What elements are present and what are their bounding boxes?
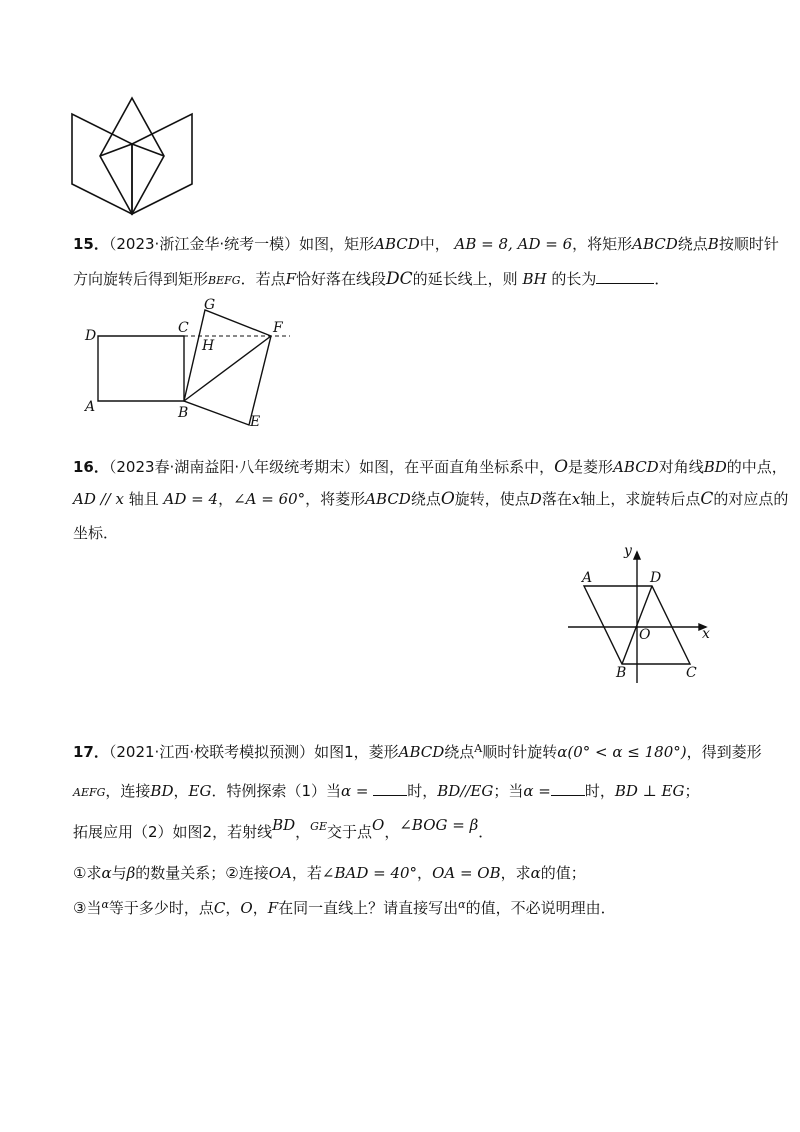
q16-point-c: C [700,489,714,509]
q15-point-b: B [707,235,719,253]
q17-text: ；当 [493,782,524,800]
q15-text: 方向旋转后得到矩形 [73,270,209,288]
q17-bd-2: BD [272,816,296,834]
q17-bd: BD [150,782,174,800]
q17-text: ， [417,864,433,882]
q15-text: 的长为 [551,270,597,288]
q15-text: 如图，矩形 [299,235,375,253]
q17-text: 时， [407,782,438,800]
q17-alpha: α [101,864,112,882]
q15-rotation-figure [80,296,300,430]
q17-number: 17． [73,743,109,761]
q16-text: 的对应点的 [713,490,789,508]
q15-answer-blank[interactable] [596,269,654,284]
q15-label-g: G [204,297,216,313]
q17-rhombus-abcd: ABCD [398,743,445,761]
q15-ad: AD = 6 [517,235,573,253]
q16-ad-eq: AD = 4 [163,490,219,508]
q15-line-2 [73,268,669,292]
rectangle-abcd [98,336,184,401]
q16-point-d: D [529,490,542,508]
q16-text: 旋转，使点 [454,490,530,508]
q16-label-d: D [650,570,662,586]
q17-eg: EG [188,782,212,800]
q17-ge: GE [310,820,327,833]
q15-ab: AB = 8, [454,235,513,253]
q15-point-f: F [285,270,296,288]
q16-rhombus-abcd-2: ABCD [365,490,411,508]
q17-rhombus-aefg: AEFG [73,786,106,799]
q16-label-b: B [616,665,627,681]
q17-angle-bog: ∠BOG = β [399,816,479,834]
q15-text: ． [654,270,670,288]
q17-text: 绕点 [444,743,475,761]
q17-text: ， [384,823,400,841]
q17-alpha-4: α [458,898,466,911]
q15-text: ，将矩形 [572,235,633,253]
q16-label-y: y [624,543,632,559]
q17-text: ． [478,823,494,841]
q16-number: 16． [73,458,109,476]
q17-text: ①求 [73,864,102,882]
q17-text: ， [173,782,189,800]
q17-text: 顺时针旋转 [482,743,558,761]
q16-text: 轴上，求旋转后点 [580,490,701,508]
q16-x-axis-word: x [571,490,581,508]
q17-point-o: O [372,816,385,834]
q17-point-a: A [474,742,483,755]
q16-text: ，将菱形 [305,490,366,508]
q17-oa: OA [268,864,292,882]
q17-text: 的数量关系；②连接 [135,864,269,882]
q17-text: ③当 [73,899,102,917]
q17-alpha-2: α [530,864,541,882]
q17-text: ，求 [500,864,531,882]
q17-bd-perp-eg: BD ⊥ EG [614,782,685,800]
q17-text: 交于点 [327,823,373,841]
q17-text: 在同一直线上？请直接写出 [278,899,459,917]
q15-bh: BH [522,270,547,288]
q17-oa-eq-ob: OA = OB [432,864,501,882]
q16-label-c: C [686,665,697,681]
q16-label-x: x [702,626,710,642]
q17-text: 时， [584,782,615,800]
q17-text: ， [295,823,311,841]
q15-text: 绕点 [677,235,708,253]
q16-text: ， [218,490,234,508]
q17-line-5 [73,894,616,919]
q16-line-2 [73,488,788,510]
q15-label-b: B [178,405,189,421]
q15-text: 中， [419,235,450,253]
q16-text: 轴且 [128,490,159,508]
q17-point-c: C [213,899,226,917]
q15-number: 15． [73,235,109,253]
q16-point-o: O [554,457,569,477]
q15-label-c: C [178,320,189,336]
q16-text: 对角线 [658,458,704,476]
q16-angle-a: ∠A = 60° [233,490,306,508]
q17-answer-blank-1[interactable] [373,781,407,796]
q17-alpha-range: α(0° < α ≤ 180°) [557,743,687,761]
q15-label-a: A [85,399,96,415]
q15-label-f: F [273,320,283,336]
q16-label-o: O [639,627,651,643]
q17-bd-parallel-eg: BD//EG [437,782,494,800]
q17-alpha-eq: α = [340,782,369,800]
q17-line-4 [73,862,586,884]
q15-label-e: E [250,414,261,430]
q15-text: 的延长线上，则 [412,270,518,288]
q17-text: ， [225,899,241,917]
q17-beta: β [126,864,136,882]
q15-rect-abcd-2: ABCD [632,235,678,253]
q16-text: 落在 [541,490,572,508]
q17-alpha-3: α [101,898,109,911]
q17-text: 的值，不必说明理由． [465,899,616,917]
q17-angle-bad: ∠BAD = 40° [321,864,418,882]
q17-text: 的值； [540,864,586,882]
q15-label-h: H [202,338,215,354]
q17-line-2 [73,780,699,804]
q16-text: 是菱形 [568,458,614,476]
q16-point-o-2: O [440,489,455,509]
q17-text: 拓展应用（2）如图2，若射线 [73,823,273,841]
q17-text: 如图1，菱形 [314,743,399,761]
q16-line-1 [73,456,787,478]
q17-line-3 [73,814,493,843]
q16-bd: BD [703,458,727,476]
q17-text: ．特例探索（1）当 [211,782,341,800]
q16-text: 坐标． [73,524,119,542]
q17-text: ，连接 [105,782,151,800]
q17-text: ，得到菱形 [686,743,762,761]
q17-point-f: F [267,899,279,917]
q16-ad-parallel-x: AD // x [73,490,124,508]
q16-label-a: A [582,570,593,586]
q16-rhombus-abcd: ABCD [613,458,659,476]
q17-source: （2021·江西·校联考模拟预测） [108,743,315,761]
q15-rect-abcd: ABCD [374,235,420,253]
q17-answer-blank-2[interactable] [551,781,585,796]
q17-text: ，若 [291,864,322,882]
rectangle-befg [184,310,271,425]
q17-text: ， [252,899,268,917]
q17-alpha-eq-2: α = [523,782,551,800]
q15-text: 按顺时针 [718,235,779,253]
q17-text: 等于多少时，点 [108,899,214,917]
q16-source: （2023春·湖南益阳·八年级统考期末） [108,458,360,476]
q15-line-1 [73,233,779,255]
q16-coordinate-figure [566,540,716,686]
q16-text: 的中点， [726,458,787,476]
y-axis-arrow [634,552,640,559]
lotus-rotation-figure [66,92,202,218]
q15-text: 恰好落在线段 [296,270,387,288]
q15-text: ．若点 [240,270,286,288]
q15-source: （2023·浙江金华·统考一模） [108,235,300,253]
q16-line-3 [73,522,118,544]
q17-line-1 [73,738,762,763]
q17-point-o-2: O [240,899,253,917]
q15-rect-befg: BEFG [208,274,241,287]
q16-text: 绕点 [410,490,441,508]
q17-text: 与 [111,864,127,882]
q16-text: 如图，在平面直角坐标系中， [359,458,555,476]
q17-text: ； [684,782,700,800]
q15-label-d: D [85,328,97,344]
q15-segment-dc: DC [386,269,413,289]
